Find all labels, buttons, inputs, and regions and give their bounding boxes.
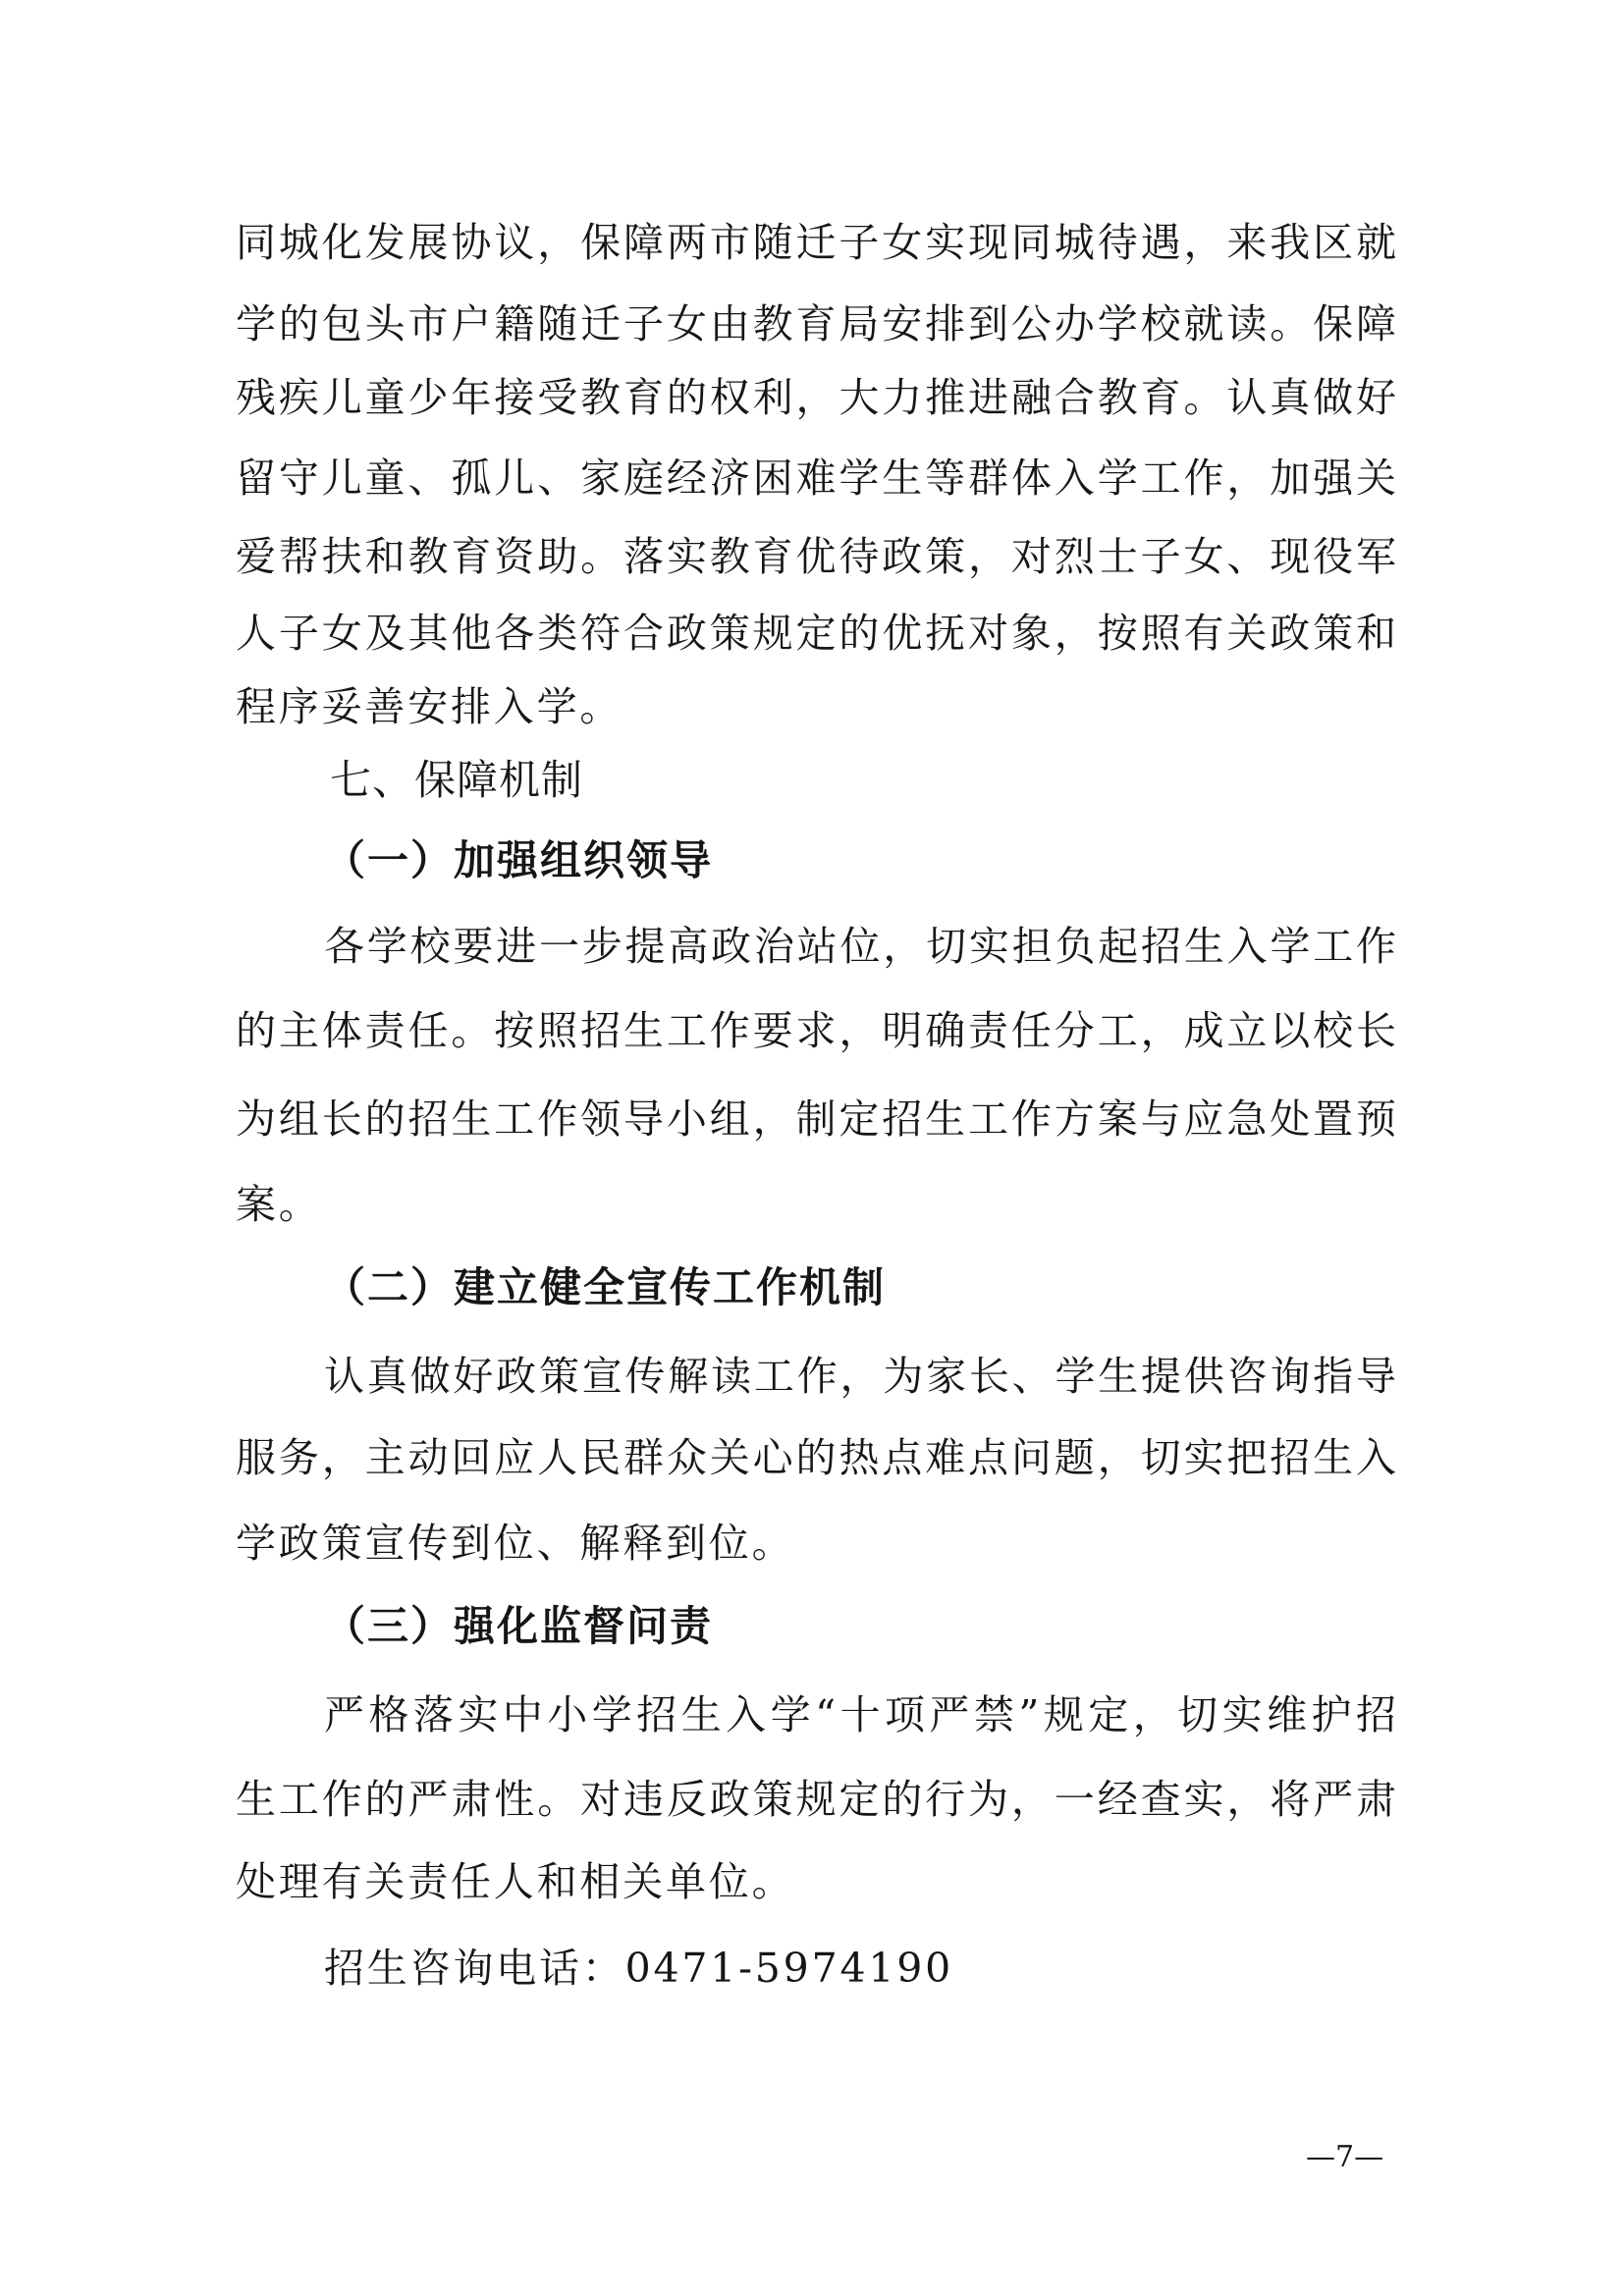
paragraph-line: 程序妥善安排入学。 [236, 683, 623, 730]
paragraph-line: 案。 [236, 1181, 322, 1228]
paragraph-line: 爱帮扶和教育资助。落实教育优待政策，对烈士子女、现役军 [236, 533, 1396, 580]
paragraph-line: 学的包头市户籍随迁子女由教育局安排到公办学校就读。保障 [236, 300, 1396, 347]
paragraph-line: 认真做好政策宣传解读工作，为家长、学生提供咨询指导 [324, 1353, 1396, 1400]
contact-phone: 招生咨询电话：0471-5974190 [324, 1945, 953, 1992]
paragraph-line: 各学校要进一步提高政治站位，切实担负起招生入学工作 [324, 923, 1396, 970]
paragraph-line: 服务，主动回应人民群众关心的热点难点问题，切实把招生入 [236, 1434, 1396, 1481]
subsection-title: （三）强化监督问责 [324, 1602, 714, 1650]
paragraph-line: 学政策宣传到位、解释到位。 [236, 1520, 795, 1567]
paragraph-line: 同城化发展协议，保障两市随迁子女实现同城待遇，来我区就 [236, 219, 1396, 266]
paragraph-line: 处理有关责任人和相关单位。 [236, 1858, 795, 1905]
paragraph-line: 留守儿童、孤儿、家庭经济困难学生等群体入学工作，加强关 [236, 454, 1396, 502]
page-number: —7— [1306, 2140, 1384, 2174]
paragraph-line: 的主体责任。按照招生工作要求，明确责任分工，成立以校长 [236, 1007, 1396, 1054]
subsection-title: （二）建立健全宣传工作机制 [324, 1263, 887, 1311]
section-heading: 七、保障机制 [330, 756, 584, 804]
paragraph-line: 残疾儿童少年接受教育的权利，大力推进融合教育。认真做好 [236, 374, 1396, 421]
paragraph-line: 为组长的招生工作领导小组，制定招生工作方案与应急处置预 [236, 1095, 1396, 1143]
paragraph-line: 人子女及其他各类符合政策规定的优抚对象，按照有关政策和 [236, 610, 1396, 657]
paragraph-line: 严格落实中小学招生入学“十项严禁”规定，切实维护招 [324, 1691, 1396, 1738]
paragraph-line: 生工作的严肃性。对违反政策规定的行为，一经查实，将严肃 [236, 1776, 1396, 1823]
subsection-title: （一）加强组织领导 [324, 836, 714, 884]
